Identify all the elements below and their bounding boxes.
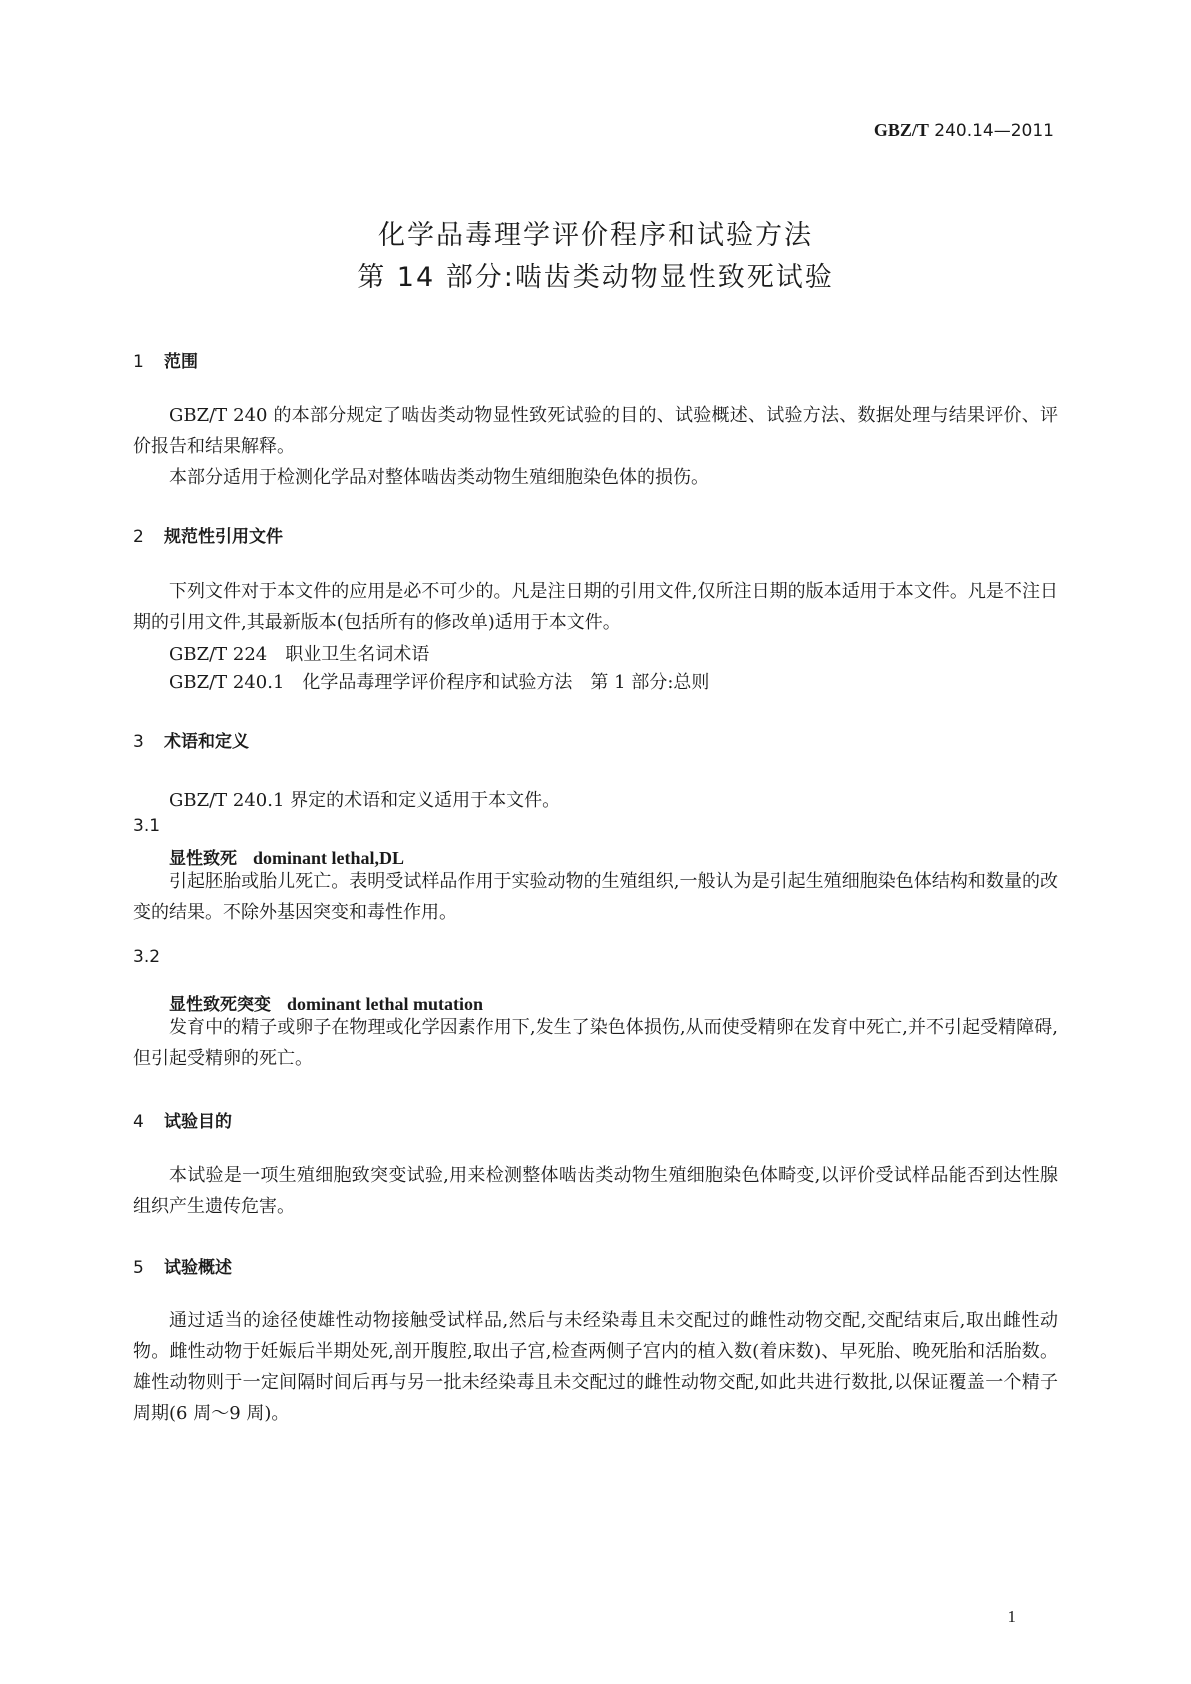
- standard-code: 240.14—2011: [934, 121, 1054, 141]
- section-heading-1: [133, 347, 198, 372]
- section-number: 5: [133, 1258, 144, 1278]
- section-title: 试验概述: [164, 1258, 232, 1278]
- paragraph: GBZ/T 240.1 界定的术语和定义适用于本文件。: [169, 790, 561, 811]
- section-title: 试验目的: [164, 1112, 232, 1132]
- paragraph: 通过适当的途径使雄性动物接触受试样品,然后与未经染毒且未交配过的雌性动物交配,交配结束后,取出雌性动物。雌性动物于妊娠后半期处死,剖开腹腔,取出子宫,检查两侧子宫内的植入数(着床数)、早死胎、晚死胎和活胎数。雄性动物则于一定间隔时间后再与另一批未经染毒且未交配过的雌性动物交配,如此共进行数批,以保证覆盖一个精子周期(6 周～9 周)。: [133, 1310, 1058, 1424]
- section-title: 术语和定义: [164, 732, 249, 752]
- reference-item: GBZ/T 224 职业卫生名词术语: [169, 644, 430, 665]
- section-number: 4: [133, 1112, 144, 1132]
- term-english: dominant lethal mutation: [287, 994, 484, 1014]
- standard-prefix: GBZ/T: [873, 120, 929, 140]
- document-title-line2: 第 14 部分:啮齿类动物显性致死试验: [357, 262, 834, 293]
- paragraph: 下列文件对于本文件的应用是必不可少的。凡是注日期的引用文件,仅所注日期的版本适用于本文件。凡是不注日期的引用文件,其最新版本(包括所有的修改单)适用于本文件。: [133, 581, 1058, 633]
- section-heading-4: [133, 1107, 232, 1132]
- term-english: dominant lethal,DL: [253, 848, 405, 868]
- paragraph: 本试验是一项生殖细胞致突变试验,用来检测整体啮齿类动物生殖细胞染色体畸变,以评价受试样品能否到达性腺组织产生遗传危害。: [133, 1165, 1058, 1217]
- section-heading-3: [133, 727, 249, 752]
- document-title-line1: 化学品毒理学评价程序和试验方法: [378, 220, 813, 251]
- term-definition: 引起胚胎或胎儿死亡。表明受试样品作用于实验动物的生殖组织,一般认为是引起生殖细胞染色体结构和数量的改变的结果。不除外基因突变和毒性作用。: [133, 871, 1058, 923]
- term-chinese: 显性致死突变: [169, 995, 271, 1015]
- paragraph: 本部分适用于检测化学品对整体啮齿类动物生殖细胞染色体的损伤。: [169, 467, 709, 488]
- section-title: 规范性引用文件: [164, 527, 283, 547]
- section-title: 范围: [164, 352, 198, 372]
- term-number: 3.2: [133, 947, 161, 967]
- section-number: 1: [133, 352, 144, 372]
- term-chinese: 显性致死: [169, 849, 237, 869]
- section-number: 2: [133, 527, 144, 547]
- section-heading-5: [133, 1253, 232, 1278]
- page-number: 1: [1007, 1607, 1016, 1626]
- term-definition: 发育中的精子或卵子在物理或化学因素作用下,发生了染色体损伤,从而使受精卵在发育中死亡,并不引起受精障碍,但引起受精卵的死亡。: [133, 1017, 1058, 1069]
- term-number: 3.1: [133, 816, 161, 836]
- paragraph: GBZ/T 240 的本部分规定了啮齿类动物显性致死试验的目的、试验概述、试验方法、数据处理与结果评价、评价报告和结果解释。: [133, 405, 1058, 457]
- section-heading-2: [133, 522, 283, 547]
- reference-item: GBZ/T 240.1 化学品毒理学评价程序和试验方法 第 1 部分:总则: [169, 672, 710, 693]
- standard-number: [874, 120, 1054, 141]
- section-number: 3: [133, 732, 144, 752]
